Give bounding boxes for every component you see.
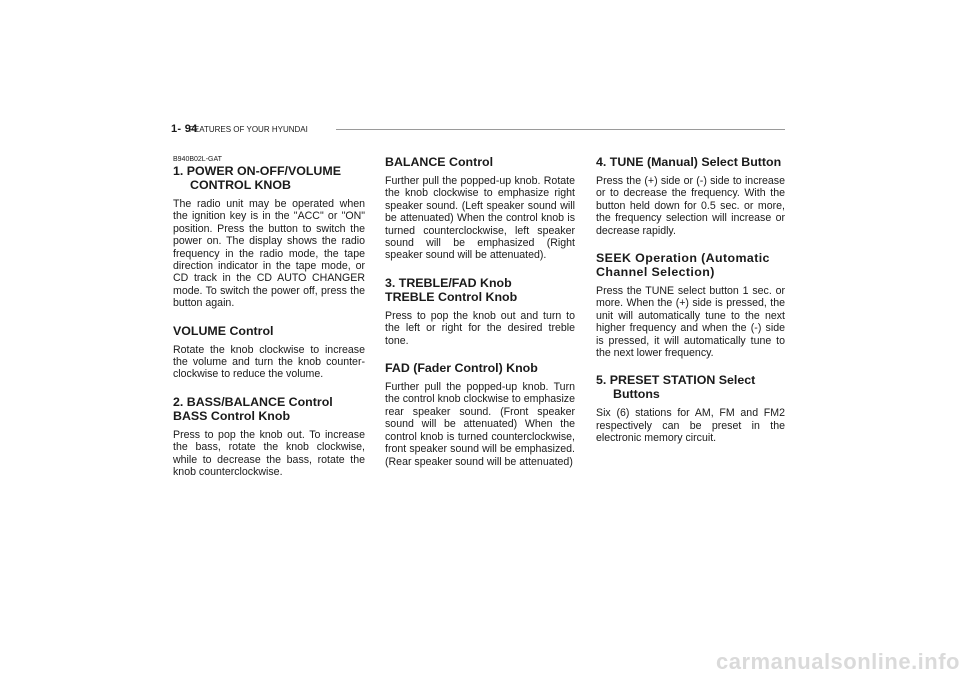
heading-line: Channel Selection) (596, 265, 715, 280)
paragraph-volume: Rotate the knob clockwise to increase the volume and turn the knob counter-clockwise to reduce the volume. (173, 343, 365, 381)
heading-preset-station (596, 373, 785, 401)
paragraph-preset: Six (6) stations for AM, FM and FM2 respectively can be preset in the electronic memory circuit. (596, 407, 785, 445)
heading-line: Buttons (613, 387, 660, 402)
column-left (173, 150, 365, 479)
heading-bass-balance (173, 395, 365, 423)
header-rule (336, 129, 785, 130)
paragraph-bass: Press to pop the knob out. To increase the bass, rotate the knob clockwise, while to decrease the bass, rotate the knob counterclockwise. (173, 428, 365, 479)
page-number: 1- 94 (171, 123, 198, 135)
paragraph-power: The radio unit may be operated when the ignition key is in the "ACC" or "ON" position. Press the button to switch the power on. The display shows the radio frequency in the radio mode, the tape direction indicator in the tape mode, or CD track in the CD AUTO CHANGER mode. To switch the power off, press the button again. (173, 198, 365, 310)
heading-line: 2. BASS/BALANCE Control (173, 394, 333, 409)
heading-volume-control: VOLUME Control (173, 323, 274, 338)
heading-line: 1. POWER ON-OFF/VOLUME (173, 164, 341, 178)
heading-tune-button: 4. TUNE (Manual) Select Button (596, 155, 782, 169)
heading-treble-fad (385, 276, 575, 304)
paragraph-fad: Further pull the popped-up knob. Turn the control knob clockwise to emphasize rear speaker sound. (Front speaker sound will be attenuated) When the control knob is turned counterclockwise, front speaker sound will be emphasized. (Rear speaker sound will be attenuated) (385, 381, 575, 468)
heading-power-volume (173, 164, 365, 192)
watermark: carmanualsonline.info (716, 649, 960, 674)
heading-seek-operation (596, 251, 785, 279)
heading-line: CONTROL KNOB (190, 178, 291, 192)
paragraph-treble: Press to pop the knob out and turn to the left or right for the desired treble tone. (385, 309, 575, 347)
column-middle (385, 150, 575, 468)
paragraph-tune: Press the (+) side or (-) side to increase or to decrease the frequency. With the button held down for 0.5 sec. or more, the frequency selection will increase or decrease rapidly. (596, 175, 785, 237)
section-title: FEATURES OF YOUR HYUNDAI (189, 125, 308, 134)
heading-line: SEEK Operation (Automatic (596, 251, 770, 266)
heading-line: 5. PRESET STATION Select (596, 373, 756, 388)
heading-balance-control: BALANCE Control (385, 155, 494, 169)
reference-code: B940B02L-GAT (173, 156, 222, 163)
paragraph-balance: Further pull the popped-up knob. Rotate the knob clockwise to emphasize right speaker sound. (Left speaker sound will be attenuated) When the control knob is turned counterclockwise, left speaker sound will be emphasized (Right speaker sound will be attenuated). (385, 175, 575, 262)
heading-fad-knob: FAD (Fader Control) Knob (385, 361, 538, 376)
page-header (171, 123, 785, 137)
column-right (596, 150, 785, 445)
heading-line: TREBLE Control Knob (385, 289, 518, 304)
heading-line: 3. TREBLE/FAD Knob (385, 275, 512, 290)
paragraph-seek: Press the TUNE select button 1 sec. or more. When the (+) side is pressed, the unit will automatically tune to the next higher frequency and when the (-) side is pressed, it will automatically tune to the next lower frequency. (596, 285, 785, 360)
heading-line: BASS Control Knob (173, 408, 291, 423)
